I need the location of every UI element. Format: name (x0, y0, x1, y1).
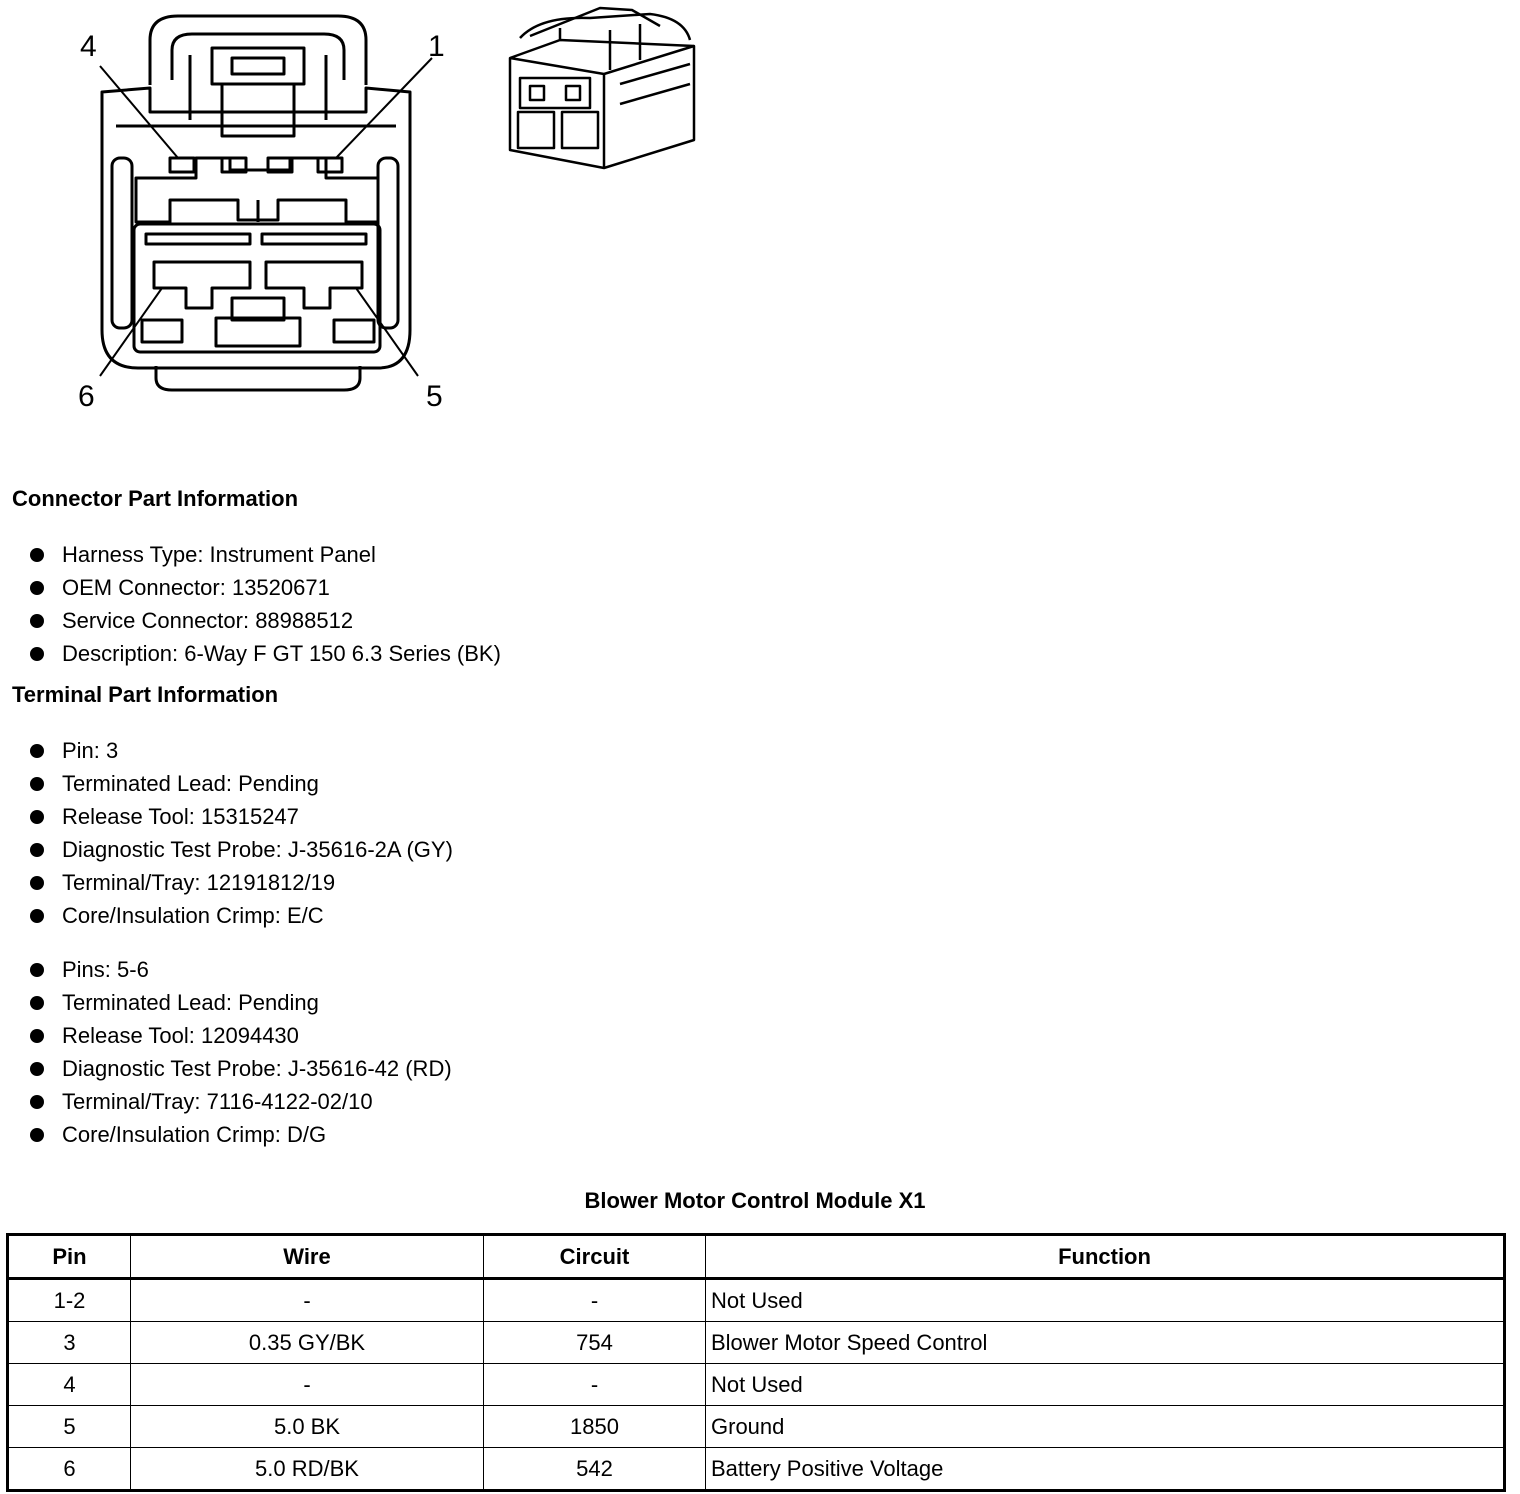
list-item: Terminal/Tray: 7116-4122-02/10 (30, 1085, 452, 1118)
list-item: Terminal/Tray: 12191812/19 (30, 866, 453, 899)
list-item: Core/Insulation Crimp: D/G (30, 1118, 452, 1151)
table-row (8, 1279, 1505, 1322)
cell-pin: 1-2 (8, 1279, 131, 1322)
list-item: Harness Type: Instrument Panel (30, 538, 501, 571)
connector-info-list (30, 538, 501, 670)
cell-function: Not Used (706, 1279, 1505, 1322)
cell-wire: 0.35 GY/BK (131, 1322, 484, 1364)
list-item: OEM Connector: 13520671 (30, 571, 501, 604)
terminal-group-pin3 (30, 734, 453, 932)
connector-face-view (100, 16, 432, 390)
cell-pin: 4 (8, 1364, 131, 1406)
cell-wire: - (131, 1279, 484, 1322)
list-item: Service Connector: 88988512 (30, 604, 501, 637)
cell-wire: 5.0 BK (131, 1406, 484, 1448)
terminal-info-heading: Terminal Part Information (12, 682, 279, 707)
header-wire: Wire (131, 1235, 484, 1279)
list-item: Pin: 3 (30, 734, 453, 767)
header-pin: Pin (8, 1235, 131, 1279)
list-item: Release Tool: 15315247 (30, 800, 453, 833)
cell-function: Blower Motor Speed Control (706, 1322, 1505, 1364)
cell-circuit: - (484, 1364, 706, 1406)
table-row (8, 1406, 1505, 1448)
cell-pin: 5 (8, 1406, 131, 1448)
connector-face-diagram (0, 0, 720, 430)
header-circuit: Circuit (484, 1235, 706, 1279)
pin-callout-5: 5 (426, 380, 443, 413)
terminal-group-pins5-6 (30, 953, 452, 1151)
pin-callout-4: 4 (80, 30, 97, 63)
table-row (8, 1364, 1505, 1406)
pin-table (6, 1233, 1506, 1492)
pin-callout-6: 6 (78, 380, 95, 413)
list-item: Diagnostic Test Probe: J-35616-2A (GY) (30, 833, 453, 866)
connector-info-heading: Connector Part Information (12, 486, 299, 511)
cell-circuit: 1850 (484, 1406, 706, 1448)
cell-circuit: 542 (484, 1448, 706, 1491)
table-row (8, 1448, 1505, 1491)
list-item: Terminated Lead: Pending (30, 767, 453, 800)
table-row (8, 1322, 1505, 1364)
list-item: Diagnostic Test Probe: J-35616-42 (RD) (30, 1052, 452, 1085)
list-item: Pins: 5-6 (30, 953, 452, 986)
cell-wire: - (131, 1364, 484, 1406)
list-item: Terminated Lead: Pending (30, 986, 452, 1019)
pin-table-title: Blower Motor Control Module X1 (584, 1188, 926, 1213)
cell-function: Battery Positive Voltage (706, 1448, 1505, 1491)
cell-function: Ground (706, 1406, 1505, 1448)
cell-function: Not Used (706, 1364, 1505, 1406)
cell-wire: 5.0 RD/BK (131, 1448, 484, 1491)
list-item: Description: 6-Way F GT 150 6.3 Series (BK) (30, 637, 501, 670)
cell-pin: 3 (8, 1322, 131, 1364)
cell-pin: 6 (8, 1448, 131, 1491)
list-item: Core/Insulation Crimp: E/C (30, 899, 453, 932)
cell-circuit: - (484, 1279, 706, 1322)
pin-callout-1: 1 (428, 30, 445, 63)
header-function: Function (706, 1235, 1505, 1279)
table-header-row (8, 1235, 1505, 1279)
list-item: Release Tool: 12094430 (30, 1019, 452, 1052)
cell-circuit: 754 (484, 1322, 706, 1364)
connector-iso-view (510, 8, 694, 168)
